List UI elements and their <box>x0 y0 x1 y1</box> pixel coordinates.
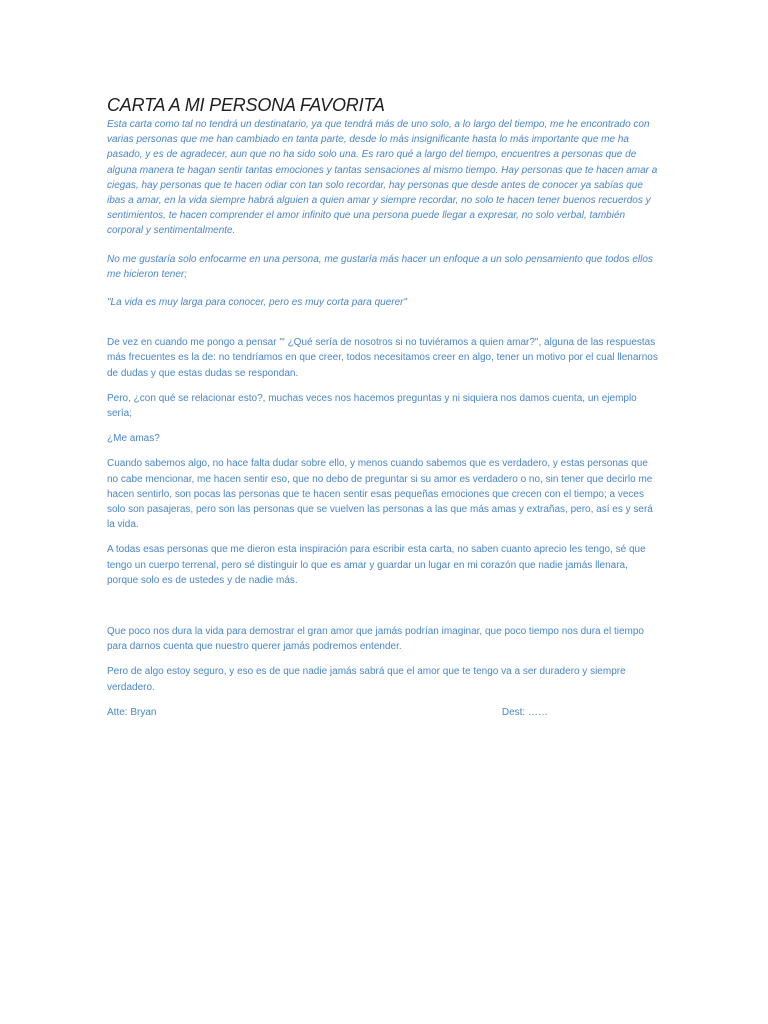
body-paragraph: A todas esas personas que me dieron esta inspiración para escribir esta carta, no saben cuanto aprecio les tengo, sé que tengo un cuerpo terrenal, pero sé distinguir lo que es amar y guardar un lugar en mi corazón que nadie jamás llenara, porque solo es de ustedes y de nadie más. <box>107 544 646 586</box>
intro-paragraph: Esta carta como tal no tendrá un destinatario, ya que tendrá más de uno solo, a lo largo del tiempo, me he encontrado con varias personas que me han cambiado en tanta parte, desde lo más insignificante hasta lo más importante que me ha pasado, y es de agradecer, aun que no ha sido solo una. Es raro qué a largo del tiempo, encuentres a personas que de alguna manera te hagan sentir tantas emociones y tantas sensaciones al mismo tiempo. Hay personas que te hacen amar a ciegas, hay personas que te hacen odiar con tan solo recordar, hay personas que desde antes de conocer ya sabías que ibas a amar, en la vida siempre habrá alguien a quien amar y siempre recordar, no solo te hacen tener buenos recuerdos y sentimientos, te hacen comprender el amor infinito que una persona puede llegar a expresar, no solo verbal, también corporal y sentimentalmente. <box>107 119 658 237</box>
body-paragraph: Pero de algo estoy seguro, y eso es de que nadie jamás sabrá que el amor que te tengo va a ser duradero y siempre verdadero. <box>107 666 626 693</box>
focus-paragraph: No me gustaría solo enfocarme en una persona, me gustaría más hacer un enfoque a un solo pensamiento que todos ellos me hicieron tener; <box>107 253 653 280</box>
body-paragraph: ¿Me amas? <box>107 433 160 445</box>
letter-document <box>107 94 661 720</box>
quote-paragraph: "La vida es muy larga para conocer, pero es muy corta para querer" <box>107 297 408 309</box>
body-paragraph: De vez en cuando me pongo a pensar "' ¿Qué sería de nosotros si no tuviéramos a quien amar?", alguna de las respuestas más frecuentes es la de: no tendríamos en que creer, todos necesitamos creer en algo, tener un motivo por el cual llenarnos de dudas y que estas dudas se respondan. <box>107 337 658 379</box>
body-paragraph: Cuando sabemos algo, no hace falta dudar sobre ello, y menos cuando sabemos que es verdadero, y estas personas que no cabe mencionar, me hacen sentir eso, que no debo de preguntar si su amor es verdadero o no, sin tener que decirlo me hacen sentirlo, son pocas las personas que te hacen sentir esas pequeñas emociones que crecen con el tiempo; a veces solo son pasajeras, pero son las personas que se vuelven las personas a las que más amas y extrañas, pero, así es y será la vida. <box>107 458 653 531</box>
body-paragraph: Que poco nos dura la vida para demostrar el gran amor que jamás podrían imaginar, que poco tiempo nos dura el tiempo para darnos cuenta que nuestro querer jamás podremos entender. <box>107 626 644 653</box>
letter-title: CARTA A MI PERSONA FAVORITA <box>107 95 385 115</box>
body-paragraph: Pero, ¿con qué se relacionar esto?, muchas veces nos hacemos preguntas y ni siquiera nos damos cuenta, un ejemplo sería; <box>107 392 637 420</box>
signature-from: Atte: Bryan <box>107 706 157 718</box>
signature-line <box>107 705 548 720</box>
signature-to: Dest: …… <box>501 706 548 718</box>
